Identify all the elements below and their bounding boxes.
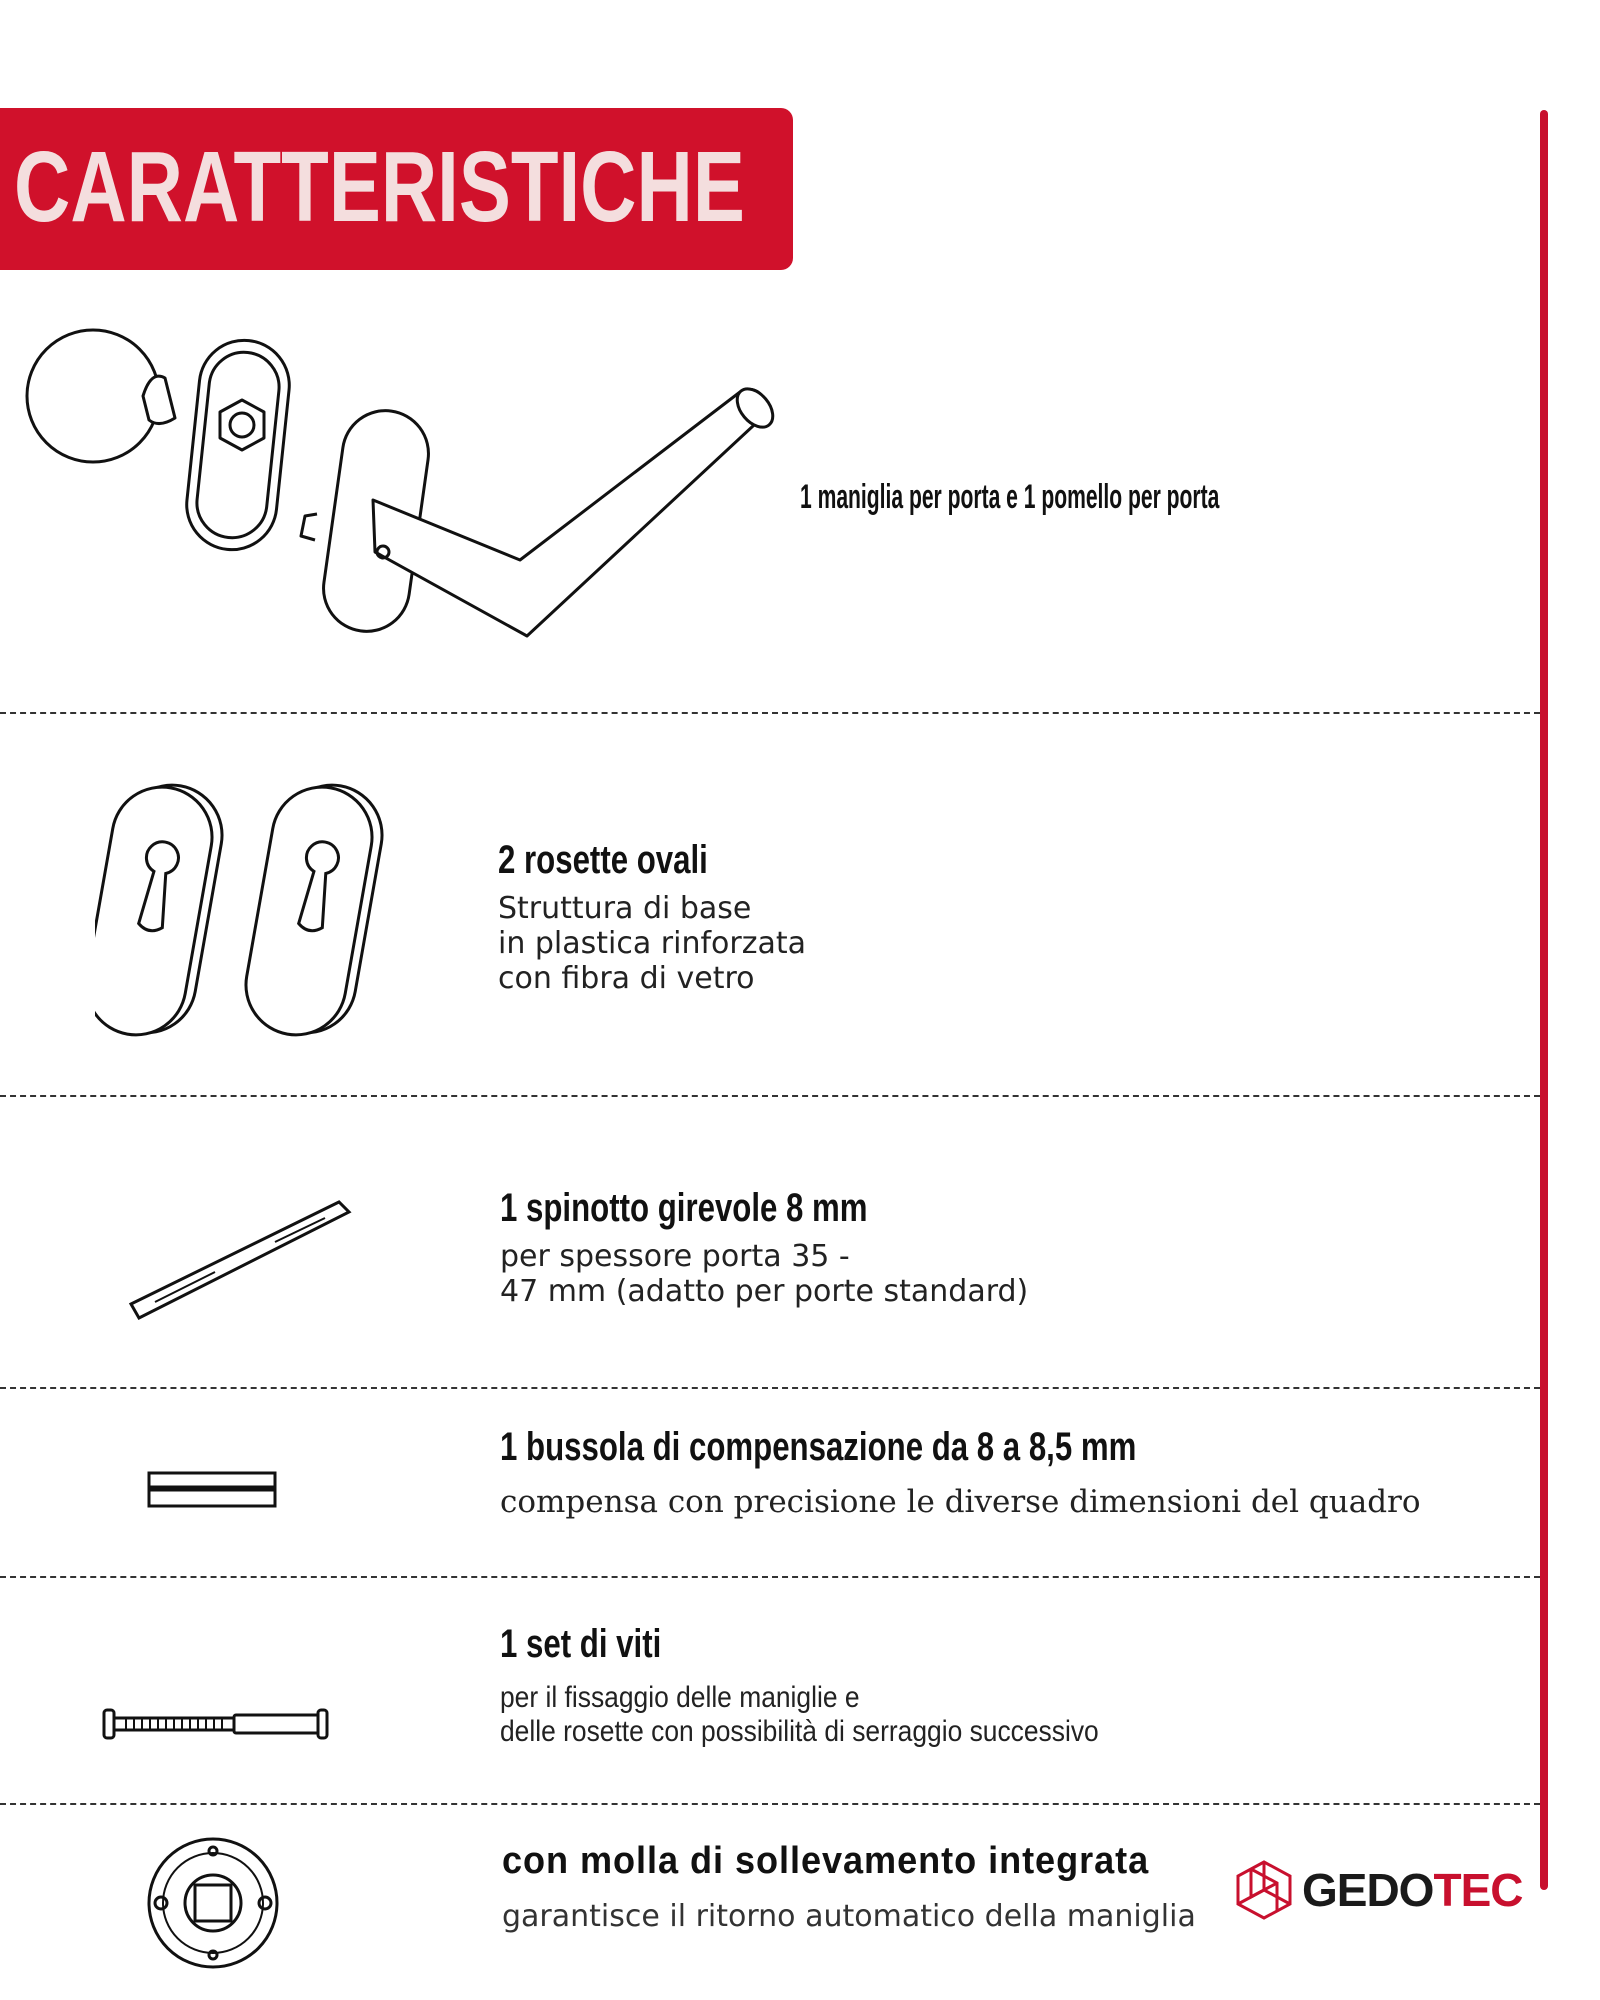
sleeve-illustration [146, 1470, 280, 1512]
section-divider [0, 1095, 1540, 1097]
accent-vertical-line [1540, 110, 1548, 1890]
spindle-title: 1 spinotto girevole 8 mm [500, 1186, 868, 1230]
sleeve-title: 1 bussola di compensazione da 8 a 8,5 mm [500, 1425, 1137, 1469]
spring-desc-line: garantisce il ritorno automatico della maniglia [502, 1899, 1196, 1934]
screws-desc-line: per il fissaggio delle maniglie e [500, 1681, 860, 1714]
handle-knob-illustration [15, 300, 795, 660]
sleeve-desc-line: compensa con precisione le diverse dimensioni del quadro [500, 1484, 1421, 1520]
spindle-desc-line: per spessore porta 35 - [500, 1239, 850, 1274]
logo-text-red: TEC [1433, 1864, 1523, 1916]
screws-title: 1 set di viti [500, 1622, 662, 1666]
spring-title: con molla di sollevamento integrata [502, 1840, 1150, 1882]
rosettes-desc-line: con fibra di vetro [498, 961, 755, 996]
logo-text-dark: GEDO [1302, 1864, 1434, 1916]
logo-wordmark [1302, 1863, 1522, 1917]
title-banner [0, 108, 793, 270]
cube-logo-icon [1234, 1858, 1294, 1922]
spindle-illustration [125, 1198, 355, 1323]
handle-title: 1 maniglia per porta e 1 pomello per porta [800, 478, 1220, 516]
rosettes-desc-line: in plastica rinforzata [498, 926, 806, 961]
screws-desc-line: delle rosette con possibilità di serraggio successivo [500, 1715, 1099, 1748]
rosettes-desc-line: Struttura di base [498, 891, 752, 926]
rosettes-title: 2 rosette ovali [498, 838, 708, 882]
spring-mechanism-illustration [143, 1833, 283, 1973]
spindle-desc-line: 47 mm (adatto per porte standard) [500, 1274, 1029, 1309]
brand-logo [1234, 1858, 1522, 1922]
section-divider [0, 712, 1540, 714]
section-divider [0, 1576, 1540, 1578]
section-divider [0, 1387, 1540, 1389]
oval-rosettes-illustration [95, 780, 385, 1040]
screw-illustration [100, 1704, 330, 1744]
page-title: CARATTERISTICHE [14, 131, 745, 243]
section-divider [0, 1803, 1540, 1805]
